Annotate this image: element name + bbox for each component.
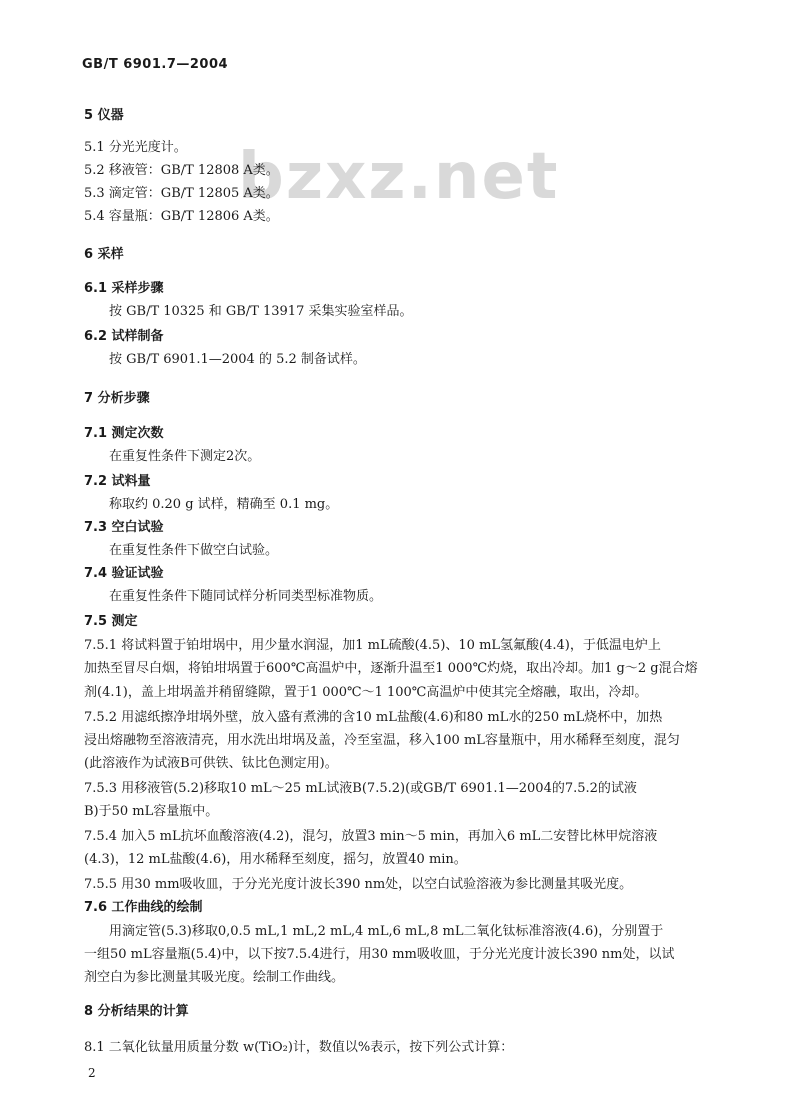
body-line: (4.3)，12 mL盐酸(4.6)，用水稀释至刻度，摇匀，放置40 min。	[84, 852, 467, 867]
section-heading: 8 分析结果的计算	[84, 1004, 189, 1019]
page-number: 2	[88, 1066, 96, 1080]
section-heading: 7.3 空白试验	[84, 520, 164, 535]
section-heading: 6.2 试样制备	[84, 329, 164, 344]
body-line: 一组50 mL容量瓶(5.4)中，以下按7.5.4进行，用30 mm吸收皿，于分光光度计波长390 nm处，以试	[84, 947, 675, 962]
body-line: 剂空白为参比测量其吸光度。绘制工作曲线。	[84, 970, 345, 985]
body-line: 在重复性条件下做空白试验。	[109, 543, 279, 558]
body-line: 8.1 二氧化钛量用质量分数 w(TiO₂)计，数值以%表示，按下列公式计算：	[84, 1040, 514, 1055]
body-line: 7.5.3 用移液管(5.2)移取10 mL～25 mL试液B(7.5.2)(或GB/T 6901.1—2004的7.5.2的试液	[84, 781, 637, 796]
body-line: 按 GB/T 10325 和 GB/T 13917 采集实验室样品。	[109, 304, 413, 319]
standard-number: GB/T 6901.7—2004	[82, 57, 229, 72]
body-line: 在重复性条件下测定2次。	[109, 449, 261, 464]
section-heading: 6 采样	[84, 247, 124, 262]
body-line: 浸出熔融物至溶液清亮，用水洗出坩埚及盖，冷至室温，移入100 mL容量瓶中，用水稀释至刻度，混匀	[84, 733, 680, 748]
body-line: 5.3 滴定管：GB/T 12805 A类。	[84, 186, 279, 201]
section-heading: 7.6 工作曲线的绘制	[84, 900, 203, 915]
body-line: 7.5.2 用滤纸擦净坩埚外壁，放入盛有煮沸的含10 mL盐酸(4.6)和80 mL水的250 mL烧杯中，加热	[84, 710, 663, 725]
section-heading: 7.2 试料量	[84, 474, 151, 489]
body-line: 7.5.4 加入5 mL抗坏血酸溶液(4.2)，混匀，放置3 min～5 min，再加入6 mL二安替比林甲烷溶液	[84, 829, 658, 844]
section-heading: 7.4 验证试验	[84, 566, 164, 581]
section-heading: 6.1 采样步骤	[84, 281, 164, 296]
body-line: B)于50 mL容量瓶中。	[84, 804, 219, 819]
body-line: 5.4 容量瓶：GB/T 12806 A类。	[84, 209, 279, 224]
body-line: 5.1 分光光度计。	[84, 140, 187, 155]
body-line: 5.2 移液管：GB/T 12808 A类。	[84, 163, 279, 178]
section-heading: 7.1 测定次数	[84, 426, 164, 441]
body-line: (此溶液作为试液B可供铁、钛比色测定用)。	[84, 756, 338, 771]
body-line: 加热至冒尽白烟，将铂坩埚置于600℃高温炉中，逐渐升温至1 000℃灼烧，取出冷却。加1 g～2 g混合熔	[84, 661, 698, 676]
body-line: 在重复性条件下随同试样分析同类型标准物质。	[109, 589, 383, 604]
body-line: 称取约 0.20 g 试样，精确至 0.1 mg。	[109, 497, 339, 512]
body-line: 7.5.1 将试料置于铂坩埚中，用少量水润湿，加1 mL硫酸(4.5)、10 mL氢氟酸(4.4)，于低温电炉上	[84, 638, 661, 653]
body-line: 按 GB/T 6901.1—2004 的 5.2 制备试样。	[109, 352, 366, 367]
section-heading: 5 仪器	[84, 108, 124, 123]
section-heading: 7.5 测定	[84, 614, 138, 629]
section-heading: 7 分析步骤	[84, 391, 150, 406]
body-line: 7.5.5 用30 mm吸收皿，于分光光度计波长390 nm处，以空白试验溶液为参比测量其吸光度。	[84, 877, 633, 892]
body-line: 用滴定管(5.3)移取0,0.5 mL,1 mL,2 mL,4 mL,6 mL,8 mL二氧化钛标准溶液(4.6)，分别置于	[109, 924, 664, 939]
body-line: 剂(4.1)，盖上坩埚盖并稍留缝隙，置于1 000℃～1 100℃高温炉中使其完全熔融，取出，冷却。	[84, 685, 648, 700]
watermark: bzxz.net	[238, 140, 560, 214]
